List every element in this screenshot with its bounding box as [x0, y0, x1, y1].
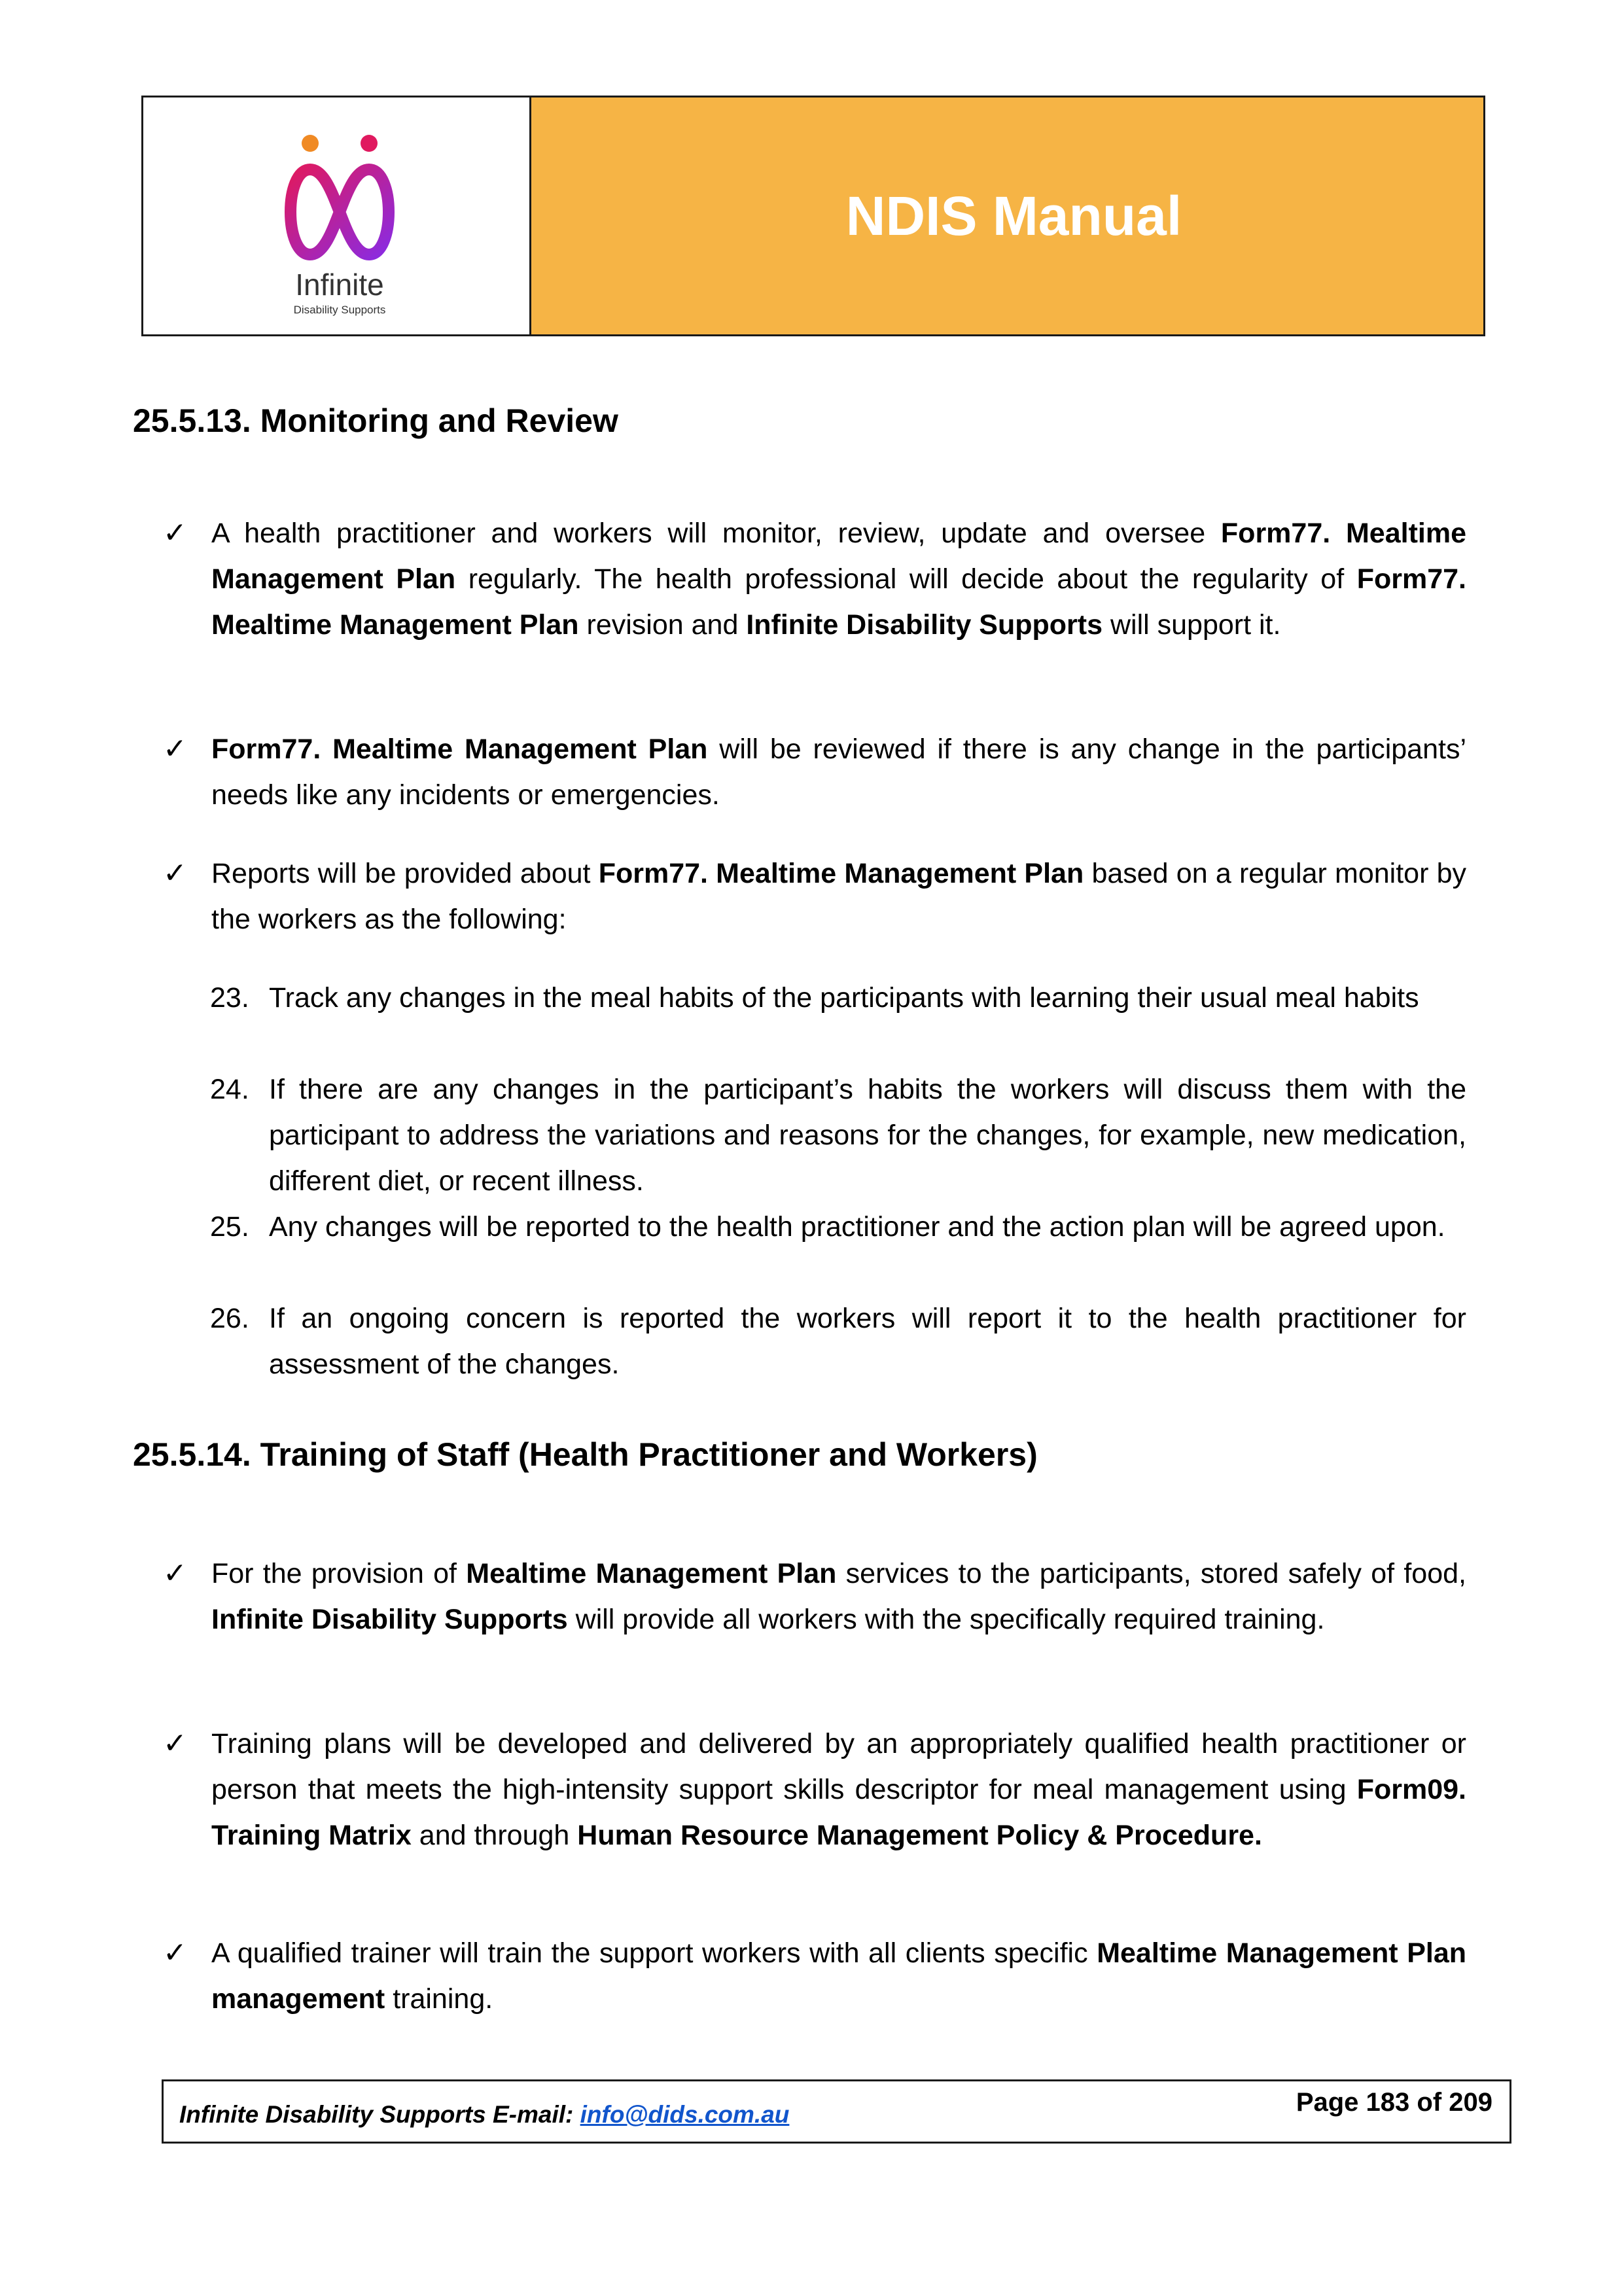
checkmark-icon: ✓: [163, 1727, 187, 1759]
bullet-review-on-change: ✓ Form77. Mealtime Management Plan will be reviewed if there is any change in the participants’ needs like any incidents or emergencies.: [133, 726, 1466, 818]
page-header: [141, 96, 1485, 336]
checkmark-icon: ✓: [163, 1937, 187, 1969]
checkmark-icon: ✓: [163, 857, 187, 889]
email-link[interactable]: info@dids.com.au: [580, 2101, 790, 2128]
section-heading-monitoring: 25.5.13. Monitoring and Review: [133, 402, 618, 439]
checkmark-icon: ✓: [163, 1557, 187, 1589]
checkmark-icon: ✓: [163, 733, 187, 765]
list-item: 26. If an ongoing concern is reported the workers will report it to the health practitioner for assessment of the changes.: [210, 1303, 1466, 1380]
infinite-logo: [281, 117, 398, 327]
svg-text:Disability Supports: Disability Supports: [293, 304, 386, 316]
list-item: 25. Any changes will be reported to the health practitioner and the action plan will be agreed upon.: [210, 1211, 1445, 1243]
bullet-monitor-review: ✓ A health practitioner and workers will monitor, review, update and oversee Form77. Mealtime Management Plan regularly. The health professional will decide about the regularity of Form77. Mealtime Management Plan revision and Infinite Disability Supports will support it.: [133, 510, 1466, 648]
bullet-qualified-trainer: ✓ A qualified trainer will train the support workers with all clients specific Mealtime Management Plan management training.: [133, 1930, 1466, 2022]
footer-company: Infinite Disability Supports E-mail: info@dids.com.au: [179, 2101, 790, 2128]
bullet-reports: ✓ Reports will be provided about Form77. Mealtime Management Plan based on a regular monitor by the workers as the following:: [133, 851, 1466, 942]
checkmark-icon: ✓: [163, 517, 187, 549]
bullet-training-provision: ✓ For the provision of Mealtime Management Plan services to the participants, stored safely of food, Infinite Disability Supports will provide all workers with the specifically required training.: [133, 1551, 1466, 1642]
page-footer: [162, 2079, 1511, 2144]
bullet-training-plans: ✓ Training plans will be developed and delivered by an appropriately qualified health practitioner or person that meets the high-intensity support skills descriptor for meal management using Form09. Training Matrix and through Human Resource Management Policy & Procedure.: [133, 1721, 1466, 1858]
svg-text:Infinite: Infinite: [295, 268, 384, 302]
list-item: 23. Track any changes in the meal habits of the participants with learning their usual meal habits: [210, 982, 1419, 1014]
section-heading-training: 25.5.14. Training of Staff (Health Practitioner and Workers): [133, 1436, 1038, 1473]
document-title: NDIS Manual: [845, 185, 1182, 247]
page-number: Page 183 of 209: [1296, 2088, 1492, 2117]
title-band: [531, 97, 1483, 334]
logo-cell: [143, 97, 531, 334]
list-item: 24. If there are any changes in the participant’s habits the workers will discuss them with the participant to address the variations and reasons for the changes, for example, new medication, different diet, or recent illness.: [210, 1074, 1466, 1197]
